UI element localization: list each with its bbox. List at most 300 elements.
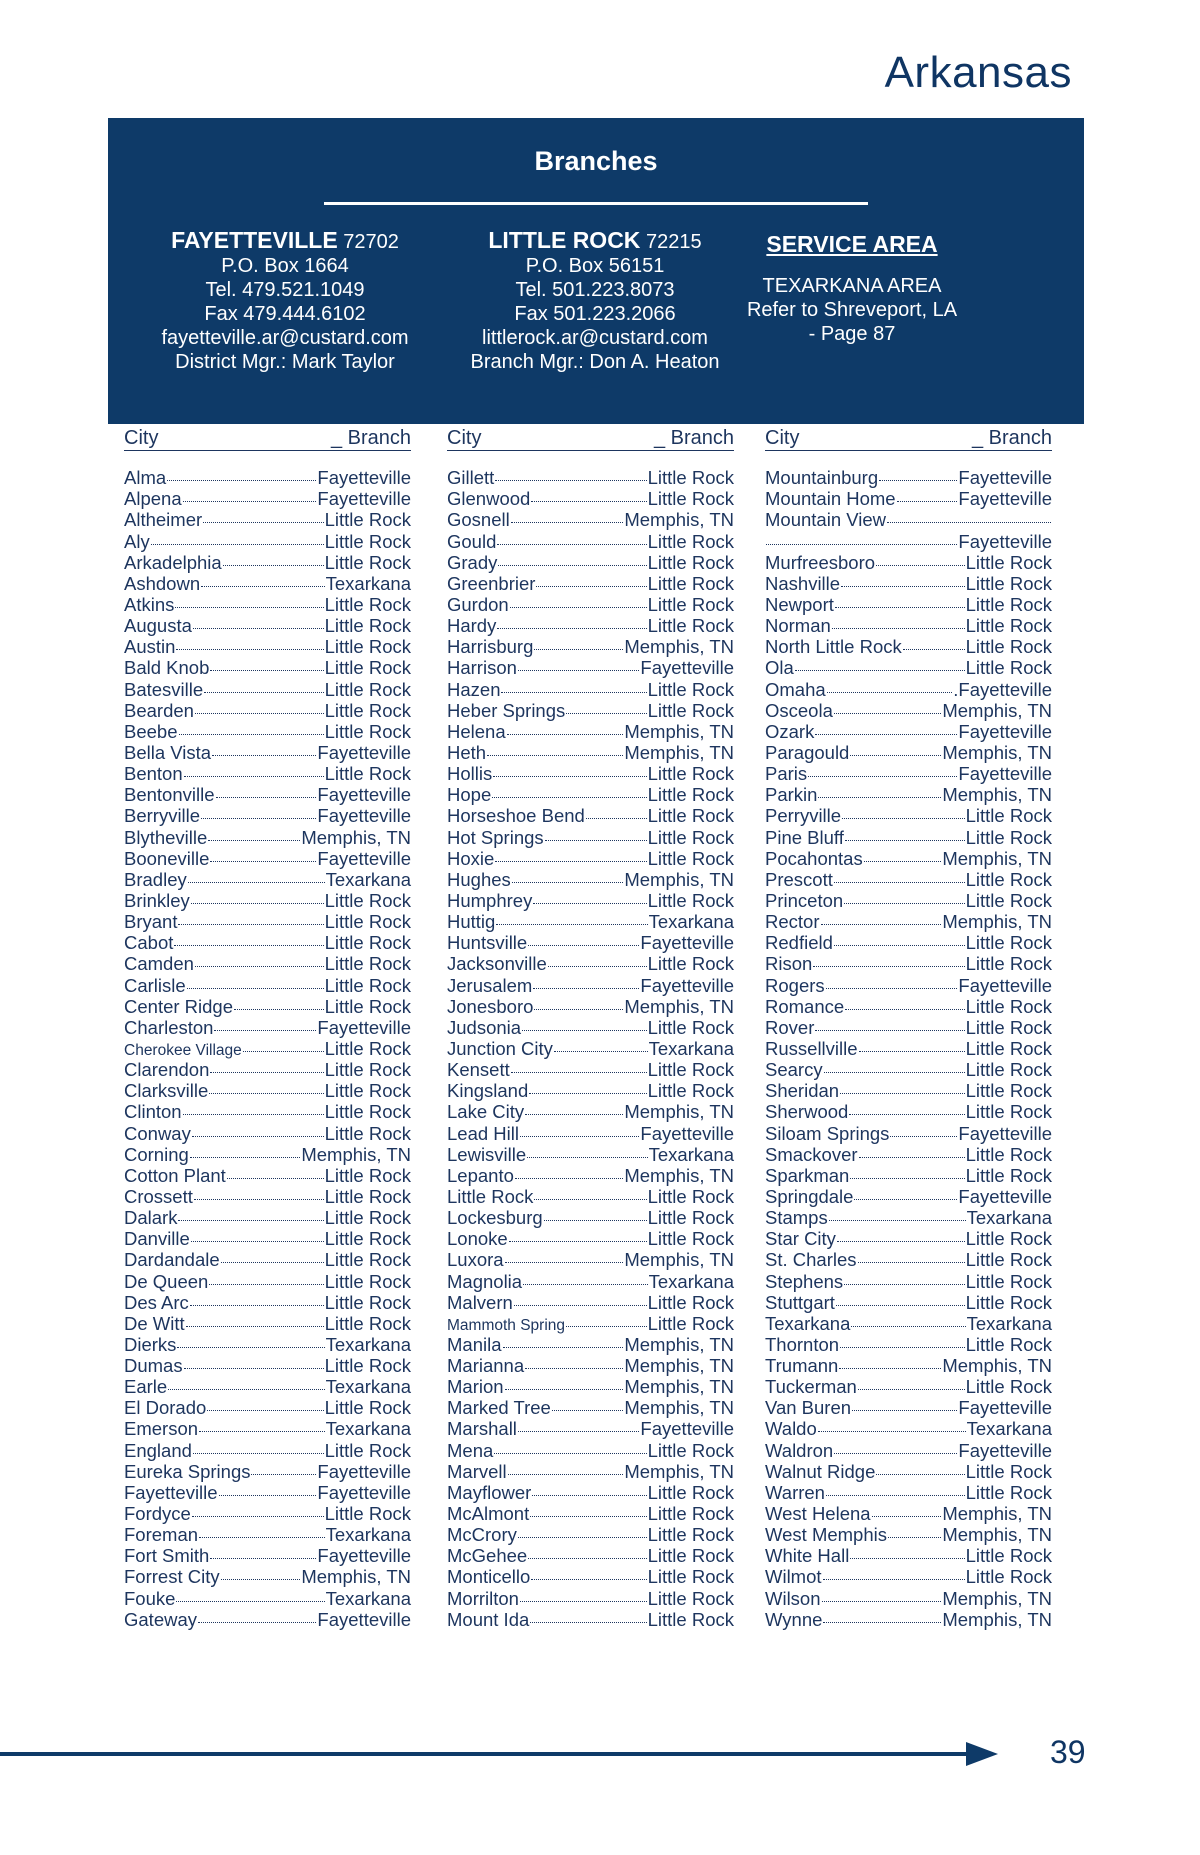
list-item [124,1334,411,1355]
city-name: Corning [124,1143,189,1165]
city-name: Booneville [124,847,210,869]
list-item [124,1165,411,1186]
dot-leader [837,1241,965,1242]
branch-name: Little Rock [965,805,1052,827]
list-item [124,953,411,974]
dot-leader [209,1284,323,1285]
city-header: City [447,427,482,449]
dot-leader [836,1305,965,1306]
branch-name: Fayetteville [958,467,1052,489]
branch-name: Little Rock [324,657,411,679]
city-name: Heth [447,741,487,763]
dot-leader [515,1178,623,1179]
branch-name: Memphis, TN [942,784,1052,806]
dot-leader [493,776,646,777]
branch-name: Little Rock [324,1291,411,1313]
city-name: Warren [765,1481,825,1503]
branch-name: Little Rock [965,572,1052,594]
branch-name: Little Rock [324,509,411,531]
branch-name: Little Rock [324,1080,411,1102]
city-name: Conway [124,1122,191,1144]
list-item [124,1440,411,1461]
city-name: Norman [765,615,831,637]
city-name: Alma [124,467,167,489]
branch-name: Fayetteville [958,1122,1052,1144]
dot-leader [879,480,957,481]
city-name: Des Arc [124,1291,189,1313]
city-name: Malvern [447,1291,513,1313]
list-item [124,721,411,742]
branch-name: Texarkana [966,1418,1052,1440]
branch-name: Little Rock [647,1587,734,1609]
city-name: Hazen [447,678,501,700]
city-column-2 [447,428,734,1630]
branch-name: Little Rock [324,1185,411,1207]
dot-leader [194,1199,324,1200]
branch-name: Little Rock [324,1207,411,1229]
branch-name: Fayetteville [640,974,734,996]
city-name: Gosnell [447,509,510,531]
branch-name: Little Rock [324,953,411,975]
city-name: Center Ridge [124,995,234,1017]
dot-leader [509,1241,647,1242]
city-name: Fouke [124,1587,176,1609]
list-item [765,1186,1052,1207]
branch-name: Fayetteville [640,1122,734,1144]
list-item [447,1355,734,1376]
city-name: Bella Vista [124,741,212,763]
list-item [765,1461,1052,1482]
dot-leader [227,1178,324,1179]
branch-name: Memphis, TN [942,1355,1052,1377]
dot-leader [834,882,965,883]
city-name: Searcy [765,1059,823,1081]
list-item [124,467,411,488]
list-item [765,1355,1052,1376]
list-item [765,890,1052,911]
city-name: Jacksonville [447,953,547,975]
dot-leader [824,1072,965,1073]
branch-name: Memphis, TN [624,509,734,531]
city-name: Mountain Home [765,488,896,510]
branch-name: Little Rock [647,467,734,489]
city-name: Kingsland [447,1080,529,1102]
branch-name: Little Rock [965,1481,1052,1503]
banner-divider [324,202,868,205]
dot-leader [497,628,646,629]
dot-leader [210,1558,316,1559]
list-item [765,784,1052,805]
list-item [447,1397,734,1418]
dot-leader [496,924,647,925]
list-item [447,1038,734,1059]
list-item [447,742,734,763]
list-item [124,975,411,996]
list-item [124,488,411,509]
branch-name: Memphis, TN [624,1376,734,1398]
dot-leader [195,713,324,714]
dot-leader [531,1579,646,1580]
branch-zip: 72215 [645,231,702,253]
city-name: Jonesboro [447,995,534,1017]
dot-leader [528,945,639,946]
dot-leader [844,1284,964,1285]
city-name: Glenwood [447,488,531,510]
dot-leader [829,1220,966,1221]
list-item [447,1080,734,1101]
list-item [447,1545,734,1566]
branch-name: Texarkana [325,1333,411,1355]
list-item [447,827,734,848]
branch-name: Texarkana [648,911,734,933]
list-item [447,657,734,678]
list-item [765,1249,1052,1270]
branch-name: Little Rock [647,530,734,552]
city-name: Beebe [124,720,178,742]
column-header [124,428,411,451]
dot-leader [522,1030,647,1031]
list-item [765,953,1052,974]
dot-leader [890,1136,957,1137]
list-item [447,996,734,1017]
city-name: Bryant [124,911,178,933]
branch-name: Memphis, TN [942,911,1052,933]
branch-header: _ Branch [971,427,1052,449]
branch-fax: Fax 501.223.2066 [514,303,676,325]
list-item [765,1418,1052,1439]
list-item [765,1165,1052,1186]
branch-name: Little Rock [647,763,734,785]
list-item [765,996,1052,1017]
city-name: Russellville [765,1037,858,1059]
dot-leader [518,1537,647,1538]
city-name: North Little Rock [765,636,902,658]
branch-name: Little Rock [647,699,734,721]
branch-name: .Fayetteville [953,678,1052,700]
dot-leader [210,1072,323,1073]
dot-leader [199,1431,325,1432]
dot-leader [844,903,964,904]
branch-name: Little Rock [324,551,411,573]
dot-leader [192,1516,324,1517]
branch-name: Memphis, TN [624,1101,734,1123]
city-name: Texarkana [765,1312,851,1334]
branch-name: Little Rock [965,1037,1052,1059]
dot-leader [530,1516,646,1517]
branch-name: Little Rock [324,1503,411,1525]
branch-name: Texarkana [648,1143,734,1165]
list-item [124,1059,411,1080]
list-item [124,573,411,594]
list-item [124,996,411,1017]
branch-name: Memphis, TN [301,826,411,848]
city-name: Alpena [124,488,182,510]
city-name: Blytheville [124,826,208,848]
city-name: Star City [765,1228,836,1250]
list-item [124,827,411,848]
city-name: Marianna [447,1355,525,1377]
branch-name: Little Rock [647,1608,734,1630]
list-item [124,1271,411,1292]
branch-name: Little Rock [647,805,734,827]
list-item [124,1228,411,1249]
list-item [765,763,1052,784]
branch-phone: Tel. 479.521.1049 [205,279,365,301]
city-name: Paris [765,763,808,785]
dot-leader [210,670,323,671]
branch-name: Fayetteville [317,1608,411,1630]
list-item [447,1376,734,1397]
branch-name: Fayetteville [640,1418,734,1440]
list-item [447,552,734,573]
city-name: Clarksville [124,1080,209,1102]
dot-leader [766,544,957,545]
city-name: Princeton [765,889,844,911]
list-item [124,1418,411,1439]
dot-leader [195,966,324,967]
dot-leader [174,945,323,946]
city-name: Pine Bluff [765,826,844,848]
service-area-line: TEXARKANA AREA [762,275,942,297]
list-item [765,742,1052,763]
dot-leader [183,501,317,502]
list-item [447,975,734,996]
city-name: Brinkley [124,889,190,911]
city-name: Smackover [765,1143,858,1165]
list-item [765,911,1052,932]
branch-name: Little Rock [324,636,411,658]
dot-leader [586,818,647,819]
list-item [447,1334,734,1355]
branch-name: Memphis, TN [942,1587,1052,1609]
city-name: Sherwood [765,1101,849,1123]
list-item [765,1292,1052,1313]
city-name: Austin [124,636,176,658]
city-name: Foreman [124,1524,199,1546]
list-item [124,1038,411,1059]
list-item [124,1588,411,1609]
branch-name: Little Rock [965,1101,1052,1123]
city-name: Paragould [765,741,850,763]
dot-leader [835,607,965,608]
city-name: Pocahontas [765,847,863,869]
city-name: Jerusalem [447,974,533,996]
city-name: Hardy [447,615,497,637]
city-name: Rogers [765,974,825,996]
branch-name: Little Rock [965,953,1052,975]
city-name: Cabot [124,932,174,954]
city-name: Clarendon [124,1059,210,1081]
branch-name: Memphis, TN [624,1355,734,1377]
list-item [447,1123,734,1144]
branch-name: Fayetteville [958,1185,1052,1207]
list-item [124,509,411,530]
list-item [447,488,734,509]
dot-leader [876,565,965,566]
dot-leader [214,1030,316,1031]
list-item [447,594,734,615]
branch-name: Memphis, TN [624,1164,734,1186]
list-item [124,805,411,826]
city-name: Aly [124,530,150,552]
branch-name: Little Rock [965,1460,1052,1482]
branch-name: Fayetteville [958,1397,1052,1419]
dot-leader [494,1453,646,1454]
branch-name: Fayetteville [317,1481,411,1503]
city-name: Ozark [765,720,815,742]
city-name: St. Charles [765,1249,857,1271]
dot-leader [534,1199,646,1200]
branch-name: Memphis, TN [942,699,1052,721]
list-item [447,615,734,636]
dot-leader [840,1093,965,1094]
city-name: Fort Smith [124,1545,210,1567]
branch-name: Fayetteville [640,657,734,679]
city-name: Bald Knob [124,657,210,679]
city-name: Earle [124,1376,168,1398]
branch-name: Fayetteville [317,1016,411,1038]
branch-name: Little Rock [647,953,734,975]
branch-name: Little Rock [324,1270,411,1292]
dot-leader [531,501,646,502]
dot-leader [191,1241,324,1242]
dot-leader [212,755,316,756]
city-name: Ola [765,657,794,679]
list-item [447,1144,734,1165]
branch-name: Little Rock [647,1439,734,1461]
branch-name: Little Rock [965,1291,1052,1313]
list-item [447,848,734,869]
city-name: Wilson [765,1587,821,1609]
city-name: Romance [765,995,845,1017]
branch-manager: District Mgr.: Mark Taylor [175,351,395,373]
dot-leader [223,565,324,566]
dot-leader [832,628,965,629]
list-item [124,531,411,552]
city-name: Stamps [765,1207,828,1229]
city-name: Bradley [124,868,187,890]
list-item [765,721,1052,742]
city-name: Cherokee Village [124,1041,242,1059]
footer-rule [0,1752,970,1756]
list-item [765,975,1052,996]
branch-name: Little Rock [324,932,411,954]
city-name: Dardandale [124,1249,220,1271]
list-item [765,932,1052,953]
city-name: McCrory [447,1524,517,1546]
city-name: Parkin [765,784,818,806]
city-name: Carlisle [124,974,186,996]
dot-leader [219,1495,317,1496]
branch-email[interactable]: littlerock.ar@custard.com [482,327,708,349]
city-name: Van Buren [765,1397,852,1419]
list-item [124,1123,411,1144]
dot-leader [850,755,941,756]
list-item [765,1524,1052,1545]
city-name: Mount Ida [447,1608,530,1630]
dot-leader [845,840,965,841]
branch-name: Little Rock [324,1228,411,1250]
page-number: 39 [1050,1734,1086,1770]
branch-name: Little Rock [324,1312,411,1334]
dot-leader [234,1009,324,1010]
branch-name: Little Rock [647,1080,734,1102]
city-name: Camden [124,953,194,975]
list-item [765,1038,1052,1059]
branch-name: Little Rock [965,1080,1052,1102]
dot-leader [243,1051,324,1052]
dot-leader [209,1093,323,1094]
list-item [447,1440,734,1461]
state-title: Arkansas [884,48,1072,97]
branch-name: Fayetteville [317,741,411,763]
branch-name: Little Rock [965,1164,1052,1186]
branch-name: Little Rock [324,1249,411,1271]
list-item [765,1334,1052,1355]
dot-leader [520,1601,647,1602]
list-item [124,1080,411,1101]
list-item [447,1566,734,1587]
city-name: De Witt [124,1312,185,1334]
branch-email[interactable]: fayetteville.ar@custard.com [161,327,409,349]
list-item [447,805,734,826]
list-item [447,509,734,530]
branch-name: Little Rock [965,1270,1052,1292]
dot-leader [193,1453,324,1454]
dot-leader [201,586,325,587]
branch-name: Little Rock [324,530,411,552]
list-item [765,1397,1052,1418]
city-name: Rover [765,1016,815,1038]
dot-leader [497,544,646,545]
branch-name: Little Rock [647,1016,734,1038]
city-name: Berryville [124,805,201,827]
branch-name: Memphis, TN [624,868,734,890]
dot-leader [552,1410,623,1411]
branch-name: Little Rock [647,1207,734,1229]
branch-name: Little Rock [647,1545,734,1567]
city-name: Morrilton [447,1587,519,1609]
dot-leader [815,1030,964,1031]
branch-po-box: P.O. Box 56151 [525,255,665,277]
branch-name: Texarkana [325,1524,411,1546]
branch-name: Memphis, TN [624,636,734,658]
dot-leader [208,840,300,841]
branch-name: Memphis, TN [942,1608,1052,1630]
branch-name: Little Rock [324,699,411,721]
dot-leader [534,1009,623,1010]
dot-leader [188,882,325,883]
list-item [765,1588,1052,1609]
dot-leader [518,1431,640,1432]
dot-leader [554,1051,648,1052]
city-name: Emerson [124,1418,199,1440]
dot-leader [221,1579,301,1580]
dot-leader [827,692,953,693]
list-item [124,1101,411,1122]
dot-leader [505,1389,624,1390]
list-item [124,700,411,721]
list-item [765,636,1052,657]
dot-leader [511,522,624,523]
dot-leader [176,1601,324,1602]
dot-leader [151,544,324,545]
branch-name: Fayetteville [317,784,411,806]
list-item [765,1271,1052,1292]
branch-name: Fayetteville [958,720,1052,742]
dot-leader [510,607,647,608]
dot-leader [849,1114,964,1115]
